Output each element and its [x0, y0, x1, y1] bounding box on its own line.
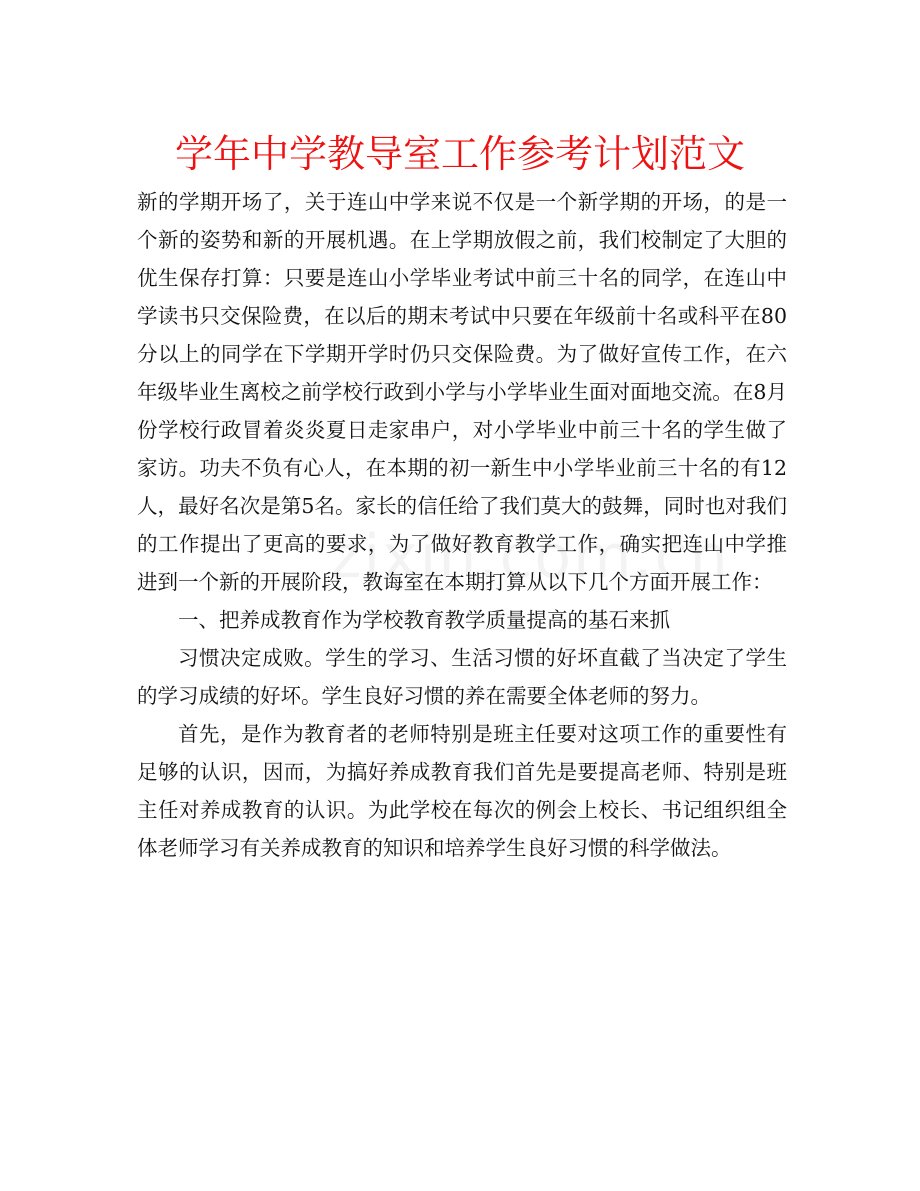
section-heading-1: 一、把养成教育作为学校教育教学质量提高的基石来抓 [178, 608, 670, 632]
body-paragraph: 习惯决定成败。学生的学习、生活习惯的好坏直截了当决定了学生的学习成绩的好坏。学生良好习惯的养在需要全体老师的努力。 [137, 646, 787, 708]
document-body [137, 183, 787, 867]
body-paragraph: 首先，是作为教育者的老师特别是班主任要对这项工作的重要性有足够的认识，因而，为搞好养成教育我们首先是要提高老师、特别是班主任对养成教育的认识。为此学校在每次的例会上校长、书记组织组全体老师学习有关养成教育的知识和培养学生良好习惯的科学做法。 [137, 722, 787, 860]
intro-paragraph: 新的学期开场了，关于连山中学来说不仅是一个新学期的开场，的是一个新的姿势和新的开展机遇。在上学期放假之前，我们校制定了大胆的优生保存打算：只要是连山小学毕业考试中前三十名的同学，在连山中学读书只交保险费，在以后的期末考试中只要在年级前十名或科平在80分以上的同学在下学期开学时仍只交保险费。为了做好宣传工作，在六年级毕业生离校之前学校行政到小学与小学毕业生面对面地交流。在8月份学校行政冒着炎炎夏日走家串户，对小学毕业中前三十名的学生做了家访。功夫不负有心人，在本期的初一新生中小学毕业前三十名的有12人，最好名次是第5名。家长的信任给了我们莫大的鼓舞，同时也对我们的工作提出了更高的要求，为了做好教育教学工作，确实把连山中学推进到一个新的开展阶段，教诲室在本期打算从以下几个方面开展工作： [137, 190, 787, 594]
document-title: 学年中学教导室工作参考计划范文 [174, 132, 745, 176]
